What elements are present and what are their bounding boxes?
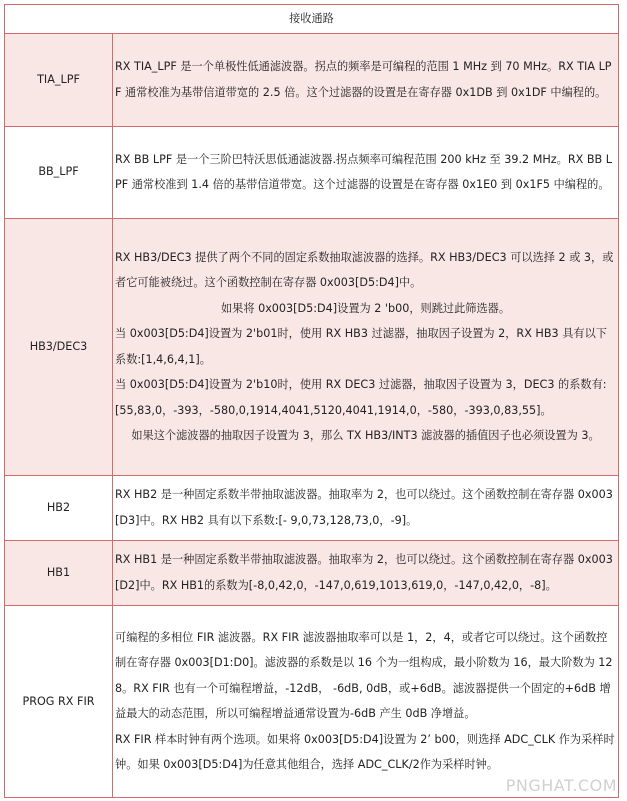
filter-description [113, 475, 619, 540]
table-row [5, 218, 619, 475]
table-header-row [5, 5, 619, 34]
filter-name: PROG RX FIR [5, 605, 113, 797]
watermark: PNGHAT.COM [505, 776, 617, 795]
filter-name: HB1 [5, 540, 113, 605]
filter-description [113, 126, 619, 218]
filter-description [113, 605, 619, 797]
description-paragraph: RX BB LPF 是一个三阶巴特沃思低通滤波器.拐点频率可编程范围 200 kHz 至 39.2 MHz。RX BB LPF 通常校准到 1.4 倍的基带信道带宽。这个过滤器的设置是在寄存器 0x1E0 到 0x1F5 中编程的。 [115, 152, 612, 192]
description-paragraph: RX HB2 是一种固定系数半带抽取滤波器。抽取率为 2，也可以绕过。这个函数控制在寄存器 0x003[D3]中。RX HB2 具有以下系数:[- 9,0,73,128,73,0，-9]。 [115, 488, 613, 527]
filter-description [113, 218, 619, 475]
description-paragraph: 如果这个滤波器的抽取因子设置为 3，那么 TX HB3/INT3 滤波器的插值因子也必须设置为 3。 [131, 429, 600, 443]
table-row [5, 475, 619, 540]
description-paragraph: 当 0x003[D5:D4]设置为 2'b01时，使用 RX HB3 过滤器，抽取因子设置为 2，RX HB3 具有以下系数:[1,4,6,4,1]。 [115, 327, 607, 366]
filter-name: HB3/DEC3 [5, 218, 113, 475]
description-paragraph: RX FIR 样本时钟有两个选项。如果将 0x003[D5:D4]设置为 2’ b00，则选择 ADC_CLK 作为采样时钟。如果 0x003[D5:D4]为任意其他组合，选择 ADC_CLK/2作为采样时钟。 [115, 732, 615, 772]
table-row [5, 605, 619, 797]
receive-path-table [4, 4, 619, 798]
table-row [5, 126, 619, 218]
description-paragraph: RX HB1 是一种固定系数半带抽取滤波器。抽取率为 2，也可以绕过。这个函数控制在寄存器 0x003[D2]中。RX HB1的系数为[-8,0,42,0，-147,0,619,1013,619,0，-147,0,42,0，-8]。 [115, 553, 613, 592]
description-paragraph: 可编程的多相位 FIR 滤波器。RX FIR 滤波器抽取率可以是 1，2，4，或者它可以绕过。这个函数控制在寄存器 0x003[D1:D0]。滤波器的系数是以 16 个为一组构成，最小阶数为 16，最大阶数为 128。RX FIR 也有一个可编程增益，-12dB， -6dB, 0dB，或+6dB。滤波器提供一个固定的+6dB 增益最大的动态范围，所以可编程增益通常设置为-6dB 产生 0dB 净增益。 [115, 630, 613, 721]
filter-name: TIA_LPF [5, 34, 113, 126]
table-row [5, 540, 619, 605]
description-paragraph: 当 0x003[D5:D4]设置为 2'b10时，使用 RX DEC3 过滤器，抽取因子设置为 3，DEC3 的系数有:[55,83,0，-393，-580,0,1914,4041,5120,4041,1914,0，-580，-393,0,83,55]。 [115, 378, 607, 417]
description-paragraph: RX HB3/DEC3 提供了两个不同的固定系数抽取滤波器的选择。RX HB3/DEC3 可以选择 2 或 3，或者它可能被绕过。这个函数控制在寄存器 0x003[D5:D4]中。 [115, 250, 614, 290]
table-row [5, 34, 619, 126]
filter-description [113, 34, 619, 126]
table-title: 接收通路 [5, 5, 619, 34]
filter-name: HB2 [5, 475, 113, 540]
filter-name: BB_LPF [5, 126, 113, 218]
description-paragraph: 如果将 0x003[D5:D4]设置为 2 'b00，则跳过此筛选器。 [220, 301, 511, 315]
filter-description [113, 540, 619, 605]
description-paragraph: RX TIA_LPF 是一个单极性低通滤波器。拐点的频率是可编程的范围 1 MHz 到 70 MHz。RX TIA LPF 通常校准为基带信道带宽的 2.5 倍。这个过滤器的设置是在寄存器 0x1DB 到 0x1DF 中编程的。 [115, 60, 612, 99]
